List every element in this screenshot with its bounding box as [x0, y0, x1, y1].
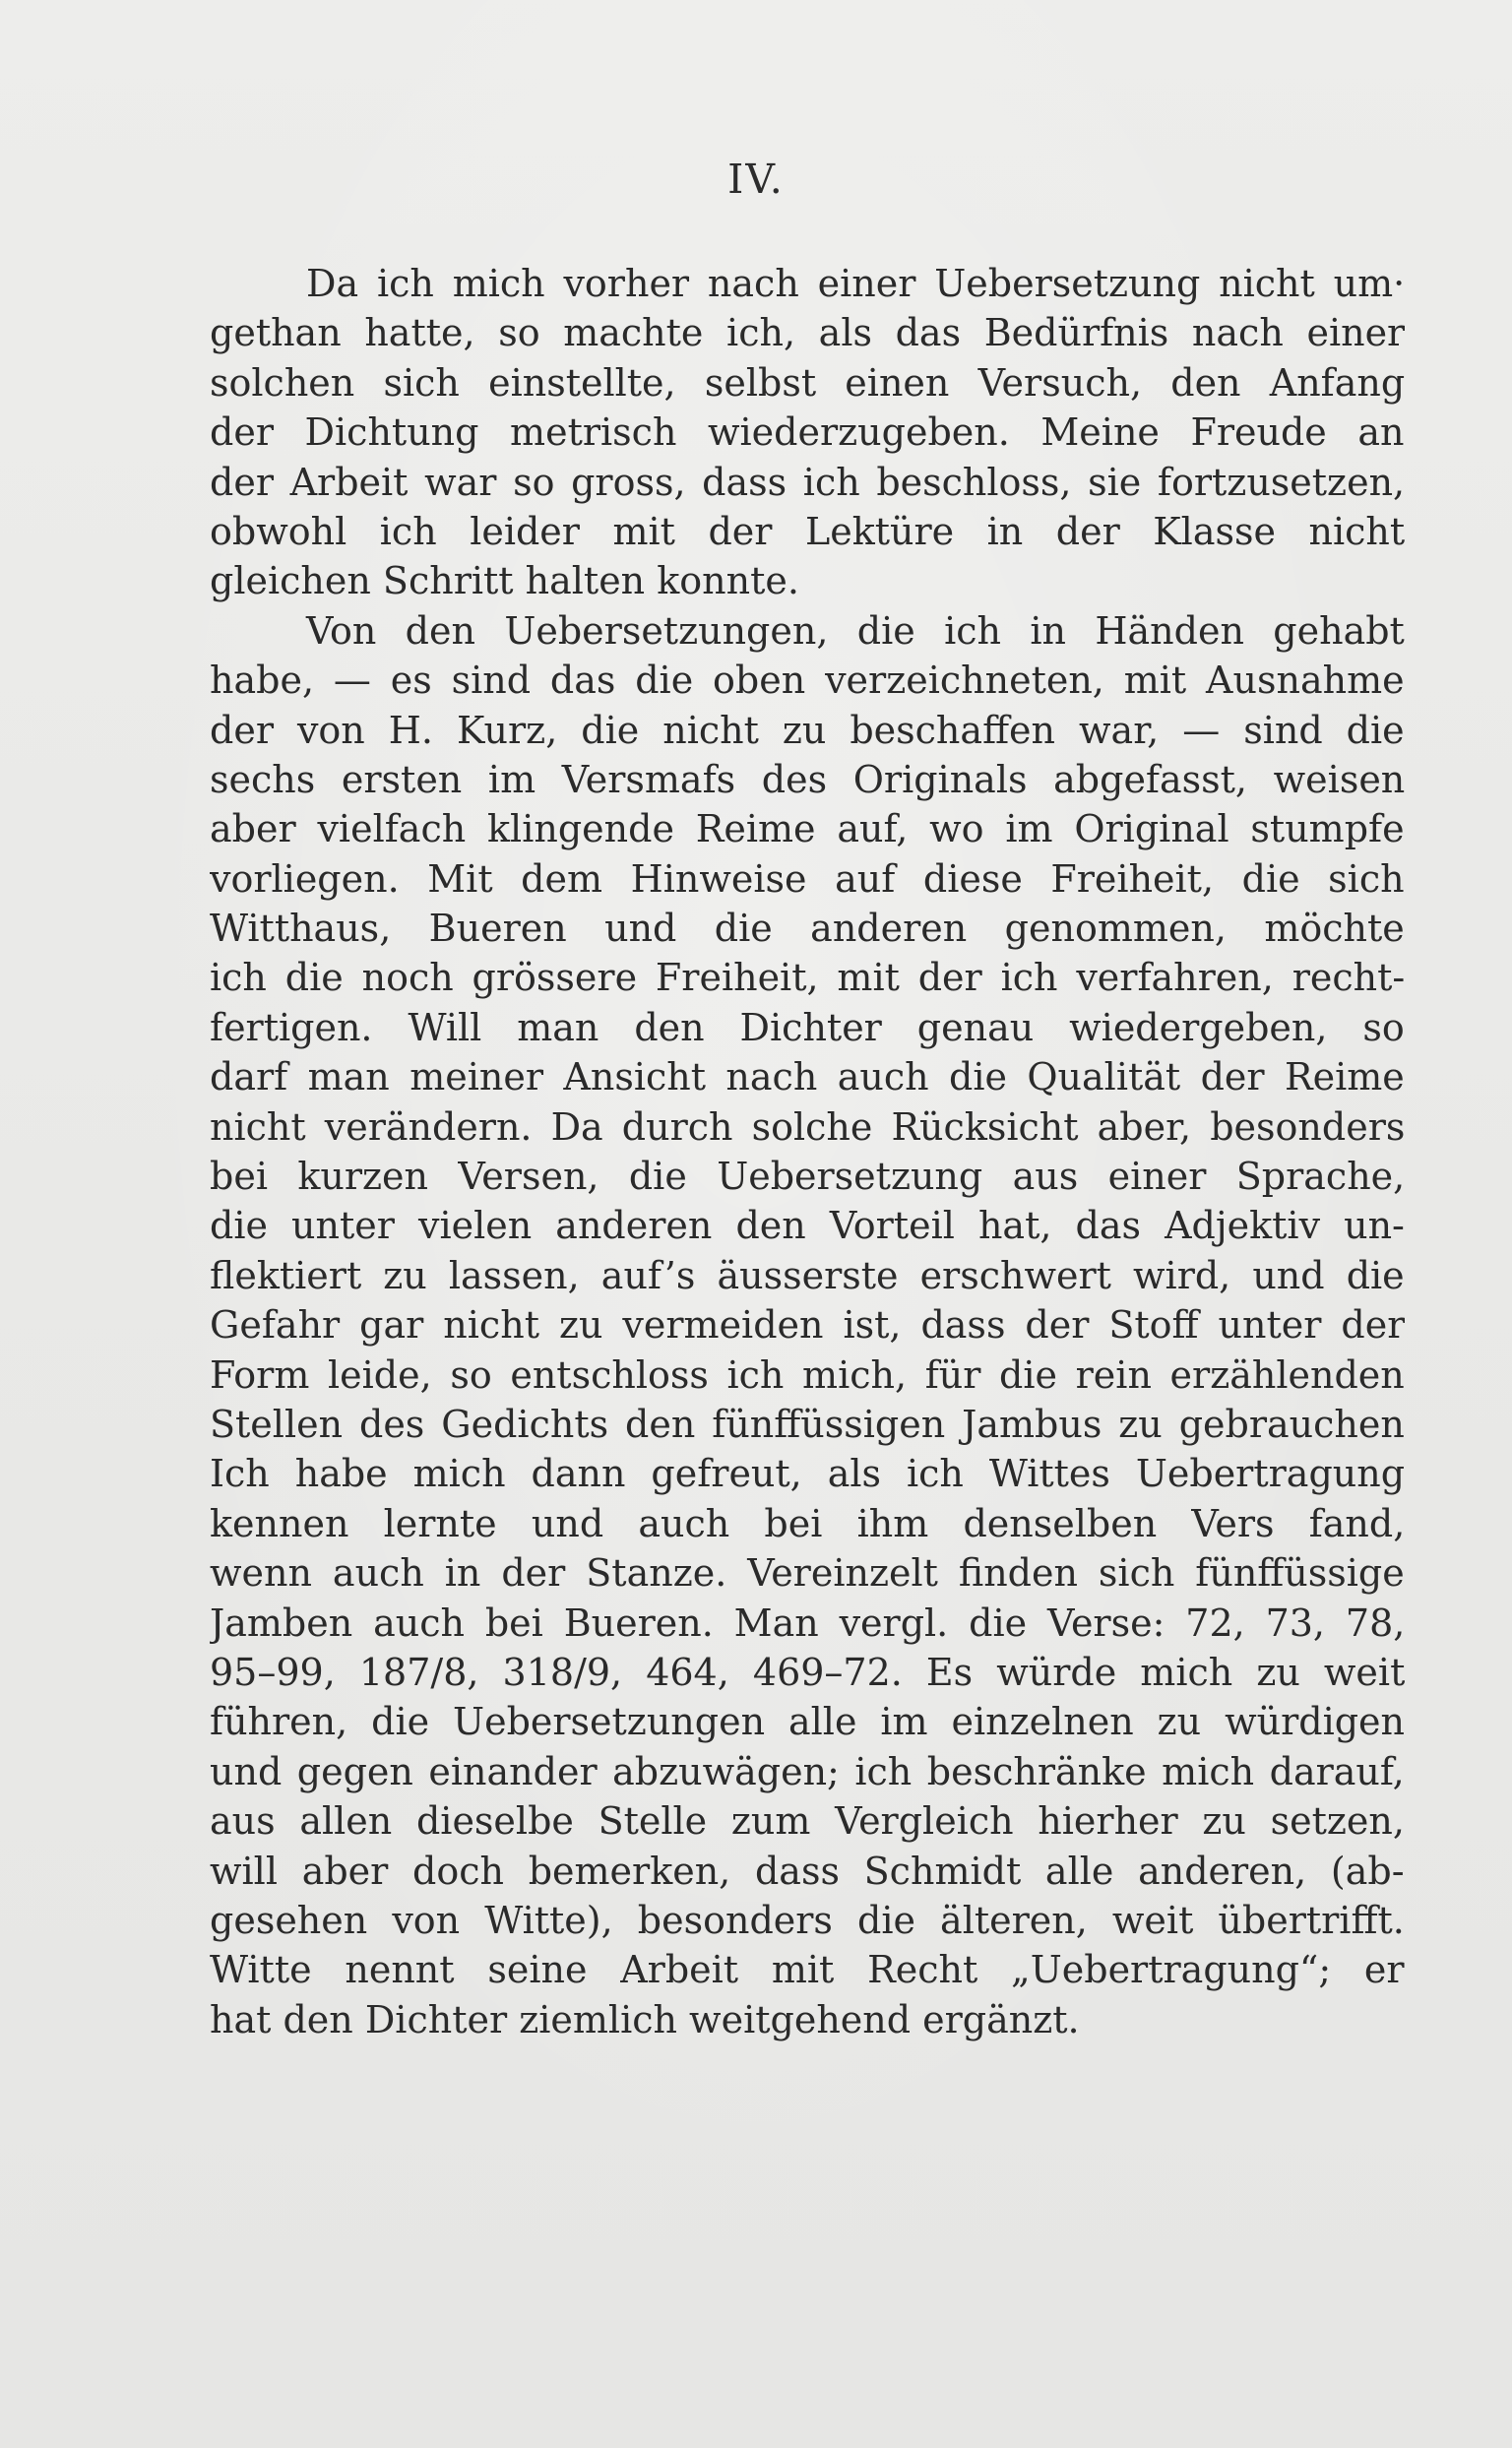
text-line: habe, — es sind das die oben verzeichneten, mit Ausnahme: [210, 659, 1405, 703]
text-line: ich die noch grössere Freiheit, mit der ich verfahren, recht-: [210, 956, 1405, 1000]
text-line: will aber doch bemerken, dass Schmidt alle anderen, (ab-: [210, 1849, 1405, 1893]
text-line: Stellen des Gedichts den fünffüssigen Jambus zu gebrauchen: [210, 1402, 1405, 1446]
text-line: sechs ersten im Versmafs des Originals abgefasst, weisen: [210, 757, 1405, 801]
text-line: Da ich mich vorher nach einer Uebersetzung nicht um·: [306, 262, 1405, 305]
text-line: 95–99, 187/8, 318/9, 464, 469–72. Es würde mich zu weit: [210, 1650, 1405, 1694]
text-line: Witthaus, Bueren und die anderen genommen, möchte: [210, 907, 1405, 951]
page-number: IV.: [727, 156, 785, 203]
text-line: hat den Dichter ziemlich weitgehend ergänzt.: [210, 1997, 1080, 2041]
paragraph-1: [210, 259, 1405, 606]
text-line: darf man meiner Ansicht nach auch die Qualität der Reime: [210, 1055, 1405, 1099]
text-line: Form leide, so entschloss ich mich, für die rein erzählenden: [210, 1352, 1405, 1397]
text-line: nicht verändern. Da durch solche Rücksicht aber, besonders: [210, 1104, 1405, 1149]
text-line: obwohl ich leider mit der Lektüre in der Klasse nicht: [210, 509, 1405, 553]
text-line: gesehen von Witte), besonders die älteren, weit übertrifft.: [210, 1898, 1405, 1942]
text-line: der Dichtung metrisch wiederzugeben. Meine Freude an: [210, 410, 1405, 455]
text-line: fertigen. Will man den Dichter genau wiedergeben, so: [210, 1005, 1405, 1049]
text-line: Ich habe mich dann gefreut, als ich Wittes Uebertragung: [210, 1452, 1405, 1496]
text-line: führen, die Uebersetzungen alle im einzelnen zu würdigen: [210, 1700, 1405, 1744]
text-line: die unter vielen anderen den Vorteil hat, das Adjektiv un-: [210, 1204, 1405, 1248]
text-line: kennen lernte und auch bei ihm denselben Vers fand,: [210, 1501, 1405, 1545]
text-line: der von H. Kurz, die nicht zu beschaffen war, — sind die: [210, 708, 1405, 752]
text-line: und gegen einander abzuwägen; ich beschränke mich darauf,: [210, 1749, 1405, 1793]
body-text: [210, 259, 1405, 2044]
text-line: aber vielfach klingende Reime auf, wo im Original stumpfe: [210, 807, 1405, 851]
text-line: bei kurzen Versen, die Uebersetzung aus einer Sprache,: [210, 1155, 1405, 1199]
text-line: gethan hatte, so machte ich, als das Bedürfnis nach einer: [210, 311, 1405, 355]
paragraph-2: [210, 606, 1405, 2044]
text-line: Jamben auch bei Bueren. Man vergl. die Verse: 72, 73, 78,: [210, 1601, 1405, 1645]
text-line: Witte nennt seine Arbeit mit Recht „Uebertragung“; er: [210, 1948, 1405, 1992]
text-line: aus allen dieselbe Stelle zum Vergleich hierher zu setzen,: [210, 1799, 1405, 1844]
text-line: der Arbeit war so gross, dass ich beschloss, sie fortzusetzen,: [210, 460, 1405, 504]
text-line: solchen sich einstellte, selbst einen Versuch, den Anfang: [210, 360, 1405, 405]
text-line: flektiert zu lassen, auf’s äusserste erschwert wird, und die: [210, 1253, 1405, 1297]
text-line: vorliegen. Mit dem Hinweise auf diese Freiheit, die sich: [210, 856, 1405, 901]
text-line: gleichen Schritt halten konnte.: [210, 559, 799, 603]
text-line: Gefahr gar nicht zu vermeiden ist, dass der Stoff unter der: [210, 1303, 1405, 1348]
text-line: Von den Uebersetzungen, die ich in Händen gehabt: [306, 608, 1405, 653]
text-line: wenn auch in der Stanze. Vereinzelt finden sich fünffüssige: [210, 1551, 1405, 1596]
